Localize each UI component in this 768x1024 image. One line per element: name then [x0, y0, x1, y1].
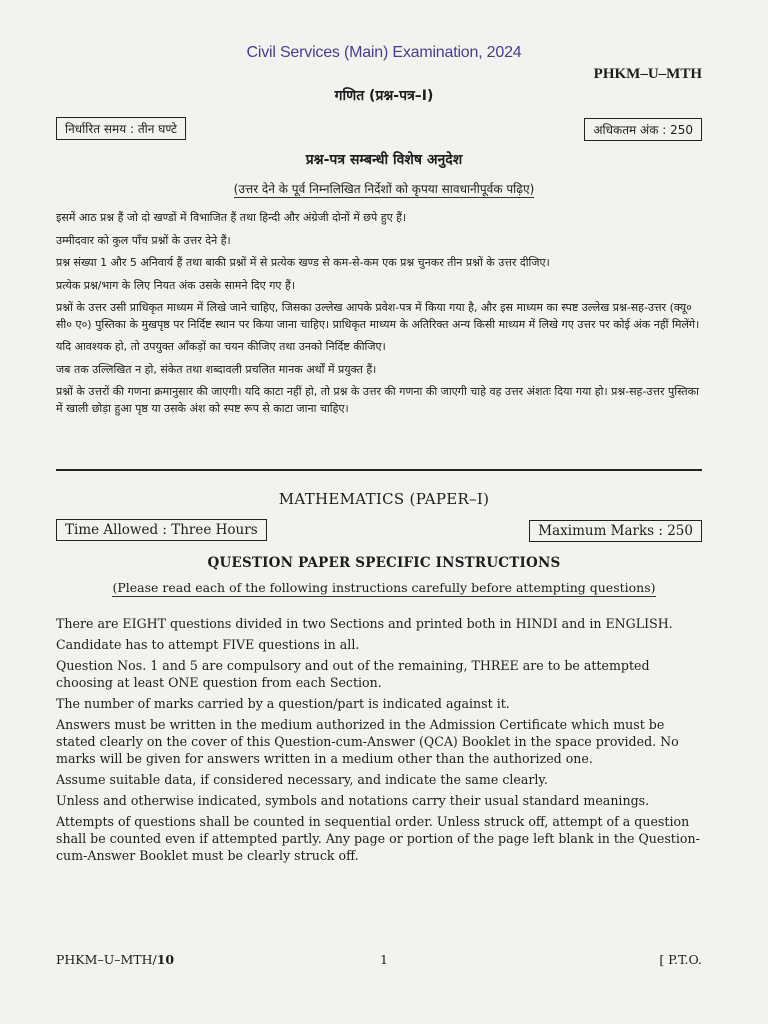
list-item: There are EIGHT questions divided in two Sections and printed both in HINDI and in ENGLISH.: [56, 616, 673, 631]
paper-code: PHKM–U–MTH: [593, 66, 702, 82]
max-marks-box: Maximum Marks : 250: [529, 520, 702, 542]
section-divider: [56, 469, 702, 471]
page-number: 1: [380, 952, 388, 967]
list-item: इसमें आठ प्रश्न हैं जो दो खण्डों में विभाजित हैं तथा हिन्दी और अंग्रेजी दोनों में छपे हुए हैं।: [56, 211, 407, 224]
footer-paper-code: PHKM–U–MTH/10: [56, 952, 175, 967]
time-allowed-box: Time Allowed : Three Hours: [56, 519, 267, 541]
list-item: जब तक उल्लिखित न हो, संकेत तथा शब्दावली प्रचलित मानक अर्थों में प्रयुक्त हैं।: [56, 362, 377, 376]
hindi-instructions-subheading: (उत्तर देने के पूर्व निम्नलिखित निर्देशों को कृपया सावधानीपूर्वक पढ़िए): [233, 182, 535, 196]
list-item: प्रत्येक प्रश्न/भाग के लिए नियत अंक उसके सामने दिए गए हैं।: [56, 278, 295, 292]
exam-title: Civil Services (Main) Examination, 2024: [246, 44, 522, 61]
list-item: प्रश्न संख्या 1 और 5 अनिवार्य हैं तथा बाकी प्रश्नों में से प्रत्येक खण्ड से कम-से-कम एक प्रश्न चुनकर तीन प्रश्नों के उत्तर दीजिए।: [56, 256, 550, 269]
list-item: प्रश्नों के उत्तरों की गणना क्रमानुसार की जाएगी। यदि काटा नहीं हो, तो प्रश्न के उत्तर की गणना की जाएगी चाहे वह उत्तर अंशतः दिया गया हो। प्रश्न-सह-उत्तर पुस्तिका में खाली छोड़ा हुआ पृष्ठ या उसके अंश को स्पष्ट रूप से काटा जाना चाहिए।: [56, 385, 699, 415]
list-item: Attempts of questions shall be counted in sequential order. Unless struck off, attempt of a question shall be counted even if attempted partly. Any page or portion of the page left blank in the Question-cum-Answer Booklet must be clearly struck off.: [56, 814, 700, 863]
hindi-instructions-heading: प्रश्न-पत्र सम्बन्धी विशेष अनुदेश: [305, 152, 463, 168]
english-instructions-list: [56, 615, 706, 868]
list-item: Unless and otherwise indicated, symbols and notations carry their usual standard meanings.: [56, 793, 650, 808]
list-item: यदि आवश्यक हो, तो उपयुक्त आँकड़ों का चयन कीजिए तथा उनको निर्दिष्ट कीजिए।: [56, 340, 386, 353]
list-item: Question Nos. 1 and 5 are compulsory and out of the remaining, THREE are to be attempted choosing at least ONE question from each Section.: [56, 658, 650, 690]
hindi-marks-box: अधिकतम अंक : 250: [584, 118, 702, 141]
english-instructions-heading: QUESTION PAPER SPECIFIC INSTRUCTIONS: [207, 555, 561, 571]
list-item: प्रश्नों के उत्तर उसी प्राधिकृत माध्यम में लिखे जाने चाहिए, जिसका उल्लेख आपके प्रवेश-पत्र में किया गया है, और इस माध्यम का स्पष्ट उल्लेख प्रश्न-सह-उत्तर (क्यू० सी० ए०) पुस्तिका के मुखपृष्ठ पर निर्दिष्ट स्थान पर किया जाना चाहिए। प्राधिकृत माध्यम के अतिरिक्त अन्य किसी माध्यम में लिखे गए उत्तर पर कोई अंक नहीं मिलेंगे।: [56, 301, 700, 331]
hindi-paper-title: गणित (प्रश्न-पत्र–I): [334, 88, 434, 104]
hindi-time-box: निर्धारित समय : तीन घण्टे: [56, 117, 186, 140]
pto-label: [ P.T.O.: [659, 952, 702, 967]
list-item: Answers must be written in the medium authorized in the Admission Certificate which must be stated clearly on the cover of this Question-cum-Answer (QCA) Booklet in the space provided. No marks will be given for answers written in a medium other than the authorized one.: [56, 717, 679, 766]
list-item: Candidate has to attempt FIVE questions in all.: [56, 637, 360, 652]
list-item: उम्मीदवार को कुल पाँच प्रश्नों के उत्तर देने हैं।: [56, 233, 231, 247]
english-paper-title: MATHEMATICS (PAPER–I): [278, 490, 490, 508]
list-item: The number of marks carried by a question/part is indicated against it.: [56, 696, 510, 711]
list-item: Assume suitable data, if considered necessary, and indicate the same clearly.: [56, 772, 548, 787]
english-instructions-subheading: (Please read each of the following instructions carefully before attempting questions): [112, 580, 656, 595]
hindi-instructions-list: [56, 210, 706, 423]
